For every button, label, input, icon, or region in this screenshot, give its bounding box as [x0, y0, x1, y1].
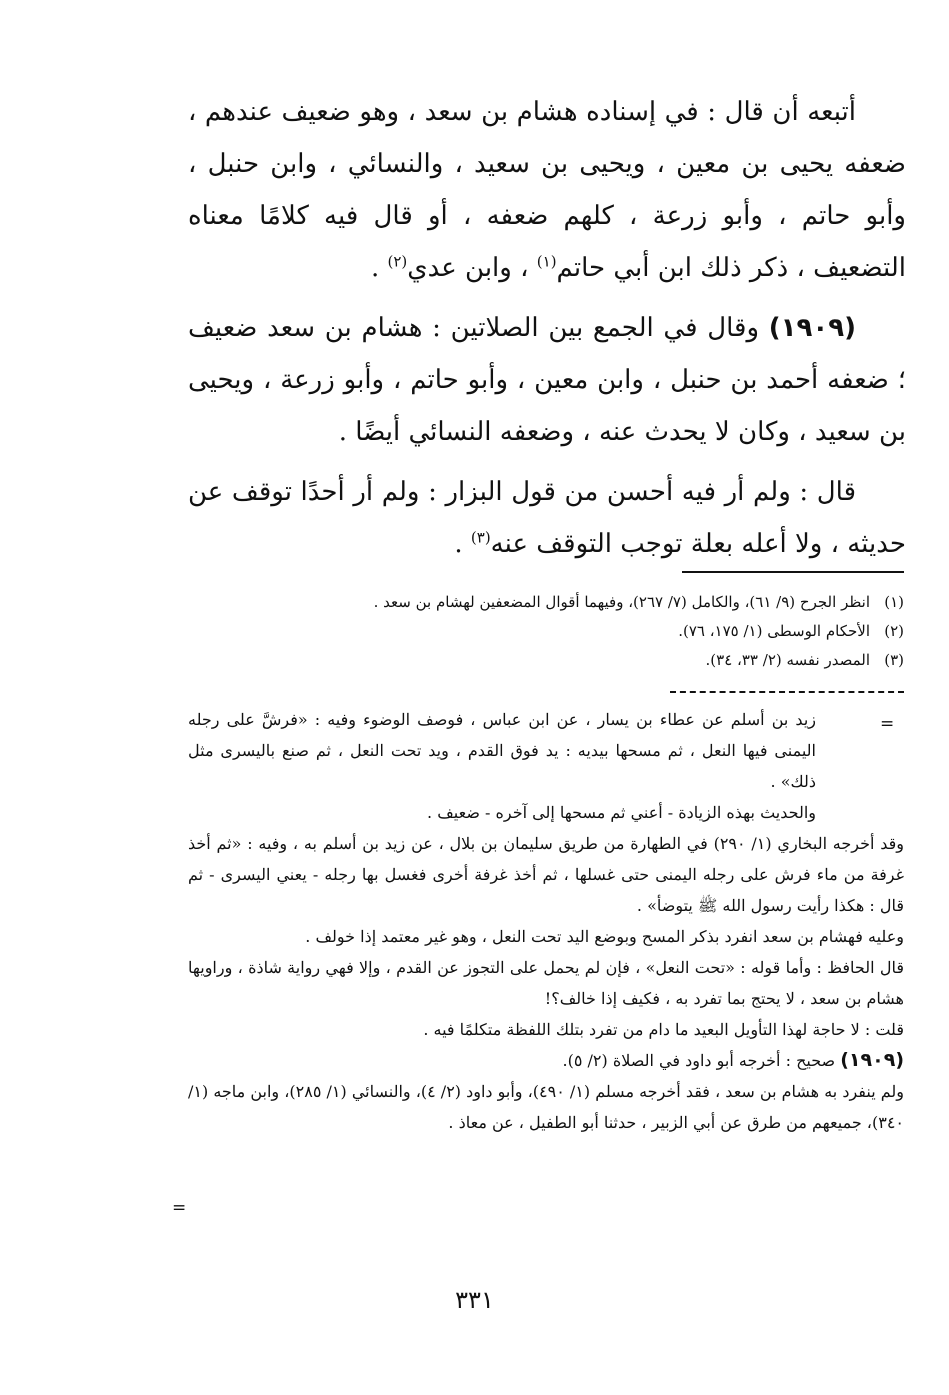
note-line: وقد أخرجه البخاري (١/ ٢٩٠) في الطهارة من طريق سليمان بن بلال ، عن زيد بن أسلم به ، وفيه : «ثم أخذ غرفة من ماء فرش على رجله اليمنى حتى غسلها ، ثم أخذ غرفة أخرى فغسل بها رجله - يعني اليسرى - ثم قال : هكذا رأيت رسول الله ﷺ يتوضأ» .: [188, 834, 905, 915]
note-hadith-number: (١٩٠٩): [840, 1049, 904, 1071]
footnote-text: المصدر نفسه (٢/ ٣٣، ٣٤).: [705, 651, 870, 669]
note-1909-text: صحيح : أخرجه أبو داود في الصلاة (٢/ ٥).: [562, 1051, 836, 1070]
notes-separator: [670, 691, 904, 693]
note-line: ولم ينفرد به هشام بن سعد ، فقد أخرجه مسلم (١/ ٤٩٠)، وأبو داود (٢/ ٤)، والنسائي (١/ ٢٨٥)، وابن ماجه (١/ ٣٤٠)، جميعهم من طرق عن أبي الزبير ، حدثنا أبو الطفيل ، عن معاذ .: [188, 1082, 904, 1132]
main-text: [188, 86, 906, 578]
page-number: ٣٣١: [455, 1286, 494, 1314]
paragraph-1-mid: ، وابن عدي: [407, 253, 529, 283]
footnote-separator: [682, 571, 904, 573]
footnote-number: (٣): [884, 651, 904, 669]
footnotes: [340, 588, 904, 675]
footnote-ref-1[interactable]: (١): [536, 252, 557, 271]
hadith-number: (١٩٠٩): [768, 313, 856, 343]
note-line: زيد بن أسلم عن عطاء بن يسار ، عن ابن عباس ، فوصف الوضوء وفيه : «فرشَّ على رجله اليمنى فيها النعل ، ثم مسحها بيديه : يد فوق القدم ، ويد تحت النعل ، ثم صنع باليسرى مثل ذلك» .: [188, 710, 816, 791]
note-line: قال الحافظ : وأما قوله : «تحت النعل» ، فإن لم يحمل على التجوز عن القدم ، وإلا فهي رواية شاذة ، وراويها هشام بن سعد ، لا يحتج بما تفرد به ، فكيف إذا خالف؟!: [188, 958, 904, 1008]
paragraph-3: [188, 466, 906, 570]
footnote-number: (١): [884, 593, 904, 611]
paragraph-2-text: وقال في الجمع بين الصلاتين : هشام بن سعد ضعيف ؛ ضعفه أحمد بن حنبل ، وابن معين ، وأبو حاتم ، وأبو زرعة ، ويحيى بن سعيد ، وكان لا يحدث عنه ، وضعفه النسائي أيضًا .: [188, 313, 906, 447]
continuation-mark: =: [172, 1198, 187, 1218]
footnote-text: الأحكام الوسطى (١/ ١٧٥، ٧٦).: [678, 622, 870, 640]
continuation-mark: =: [880, 714, 895, 734]
paragraph-2: [188, 302, 906, 458]
paragraph-1-text: أتبعه أن قال : في إسناده هشام بن سعد ، وهو ضعيف عندهم ، ضعفه يحيى بن معين ، ويحيى بن سعيد ، والنسائي ، وابن حنبل ، وأبو حاتم ، وأبو زرعة ، كلهم ضعفه ، أو قال فيه كلامًا معناه التضعيف ، ذكر ذلك ابن أبي حاتم: [188, 97, 906, 283]
paragraph-3-end: .: [454, 529, 463, 559]
paragraph-1: [188, 86, 906, 294]
paragraph-1-end: .: [370, 253, 380, 283]
note-line: وعليه فهشام بن سعد انفرد بذكر المسح وبوضع اليد تحت النعل ، وهو غير معتمد إذا خولف .: [305, 927, 904, 946]
footnote-1: [340, 588, 904, 617]
paragraph-3-text: قال : ولم أر فيه أحسن من قول البزار : ولم أر أحدًا توقف عن حديثه ، ولا أعله بعلة توجب التوقف عنه: [188, 477, 906, 559]
footnote-ref-2[interactable]: (٢): [387, 252, 408, 271]
note-line: قلت : لا حاجة لهذا التأويل البعيد ما دام من تفرد بتلك اللفظة متكلمًا فيه .: [423, 1020, 904, 1039]
footnote-2: [340, 617, 904, 646]
commentary-notes: [188, 704, 904, 1138]
footnote-ref-3[interactable]: (٣): [470, 528, 491, 547]
footnote-3: [340, 646, 904, 675]
note-line: والحديث بهذه الزيادة - أعني ثم مسحها إلى آخره - ضعيف .: [427, 803, 816, 822]
note-1909: [188, 1045, 904, 1076]
footnote-number: (٢): [884, 622, 904, 640]
footnote-text: انظر الجرح (٩/ ٦١)، والكامل (٧/ ٢٦٧)، وفيهما أقوال المضعفين لهشام بن سعد .: [373, 593, 870, 611]
